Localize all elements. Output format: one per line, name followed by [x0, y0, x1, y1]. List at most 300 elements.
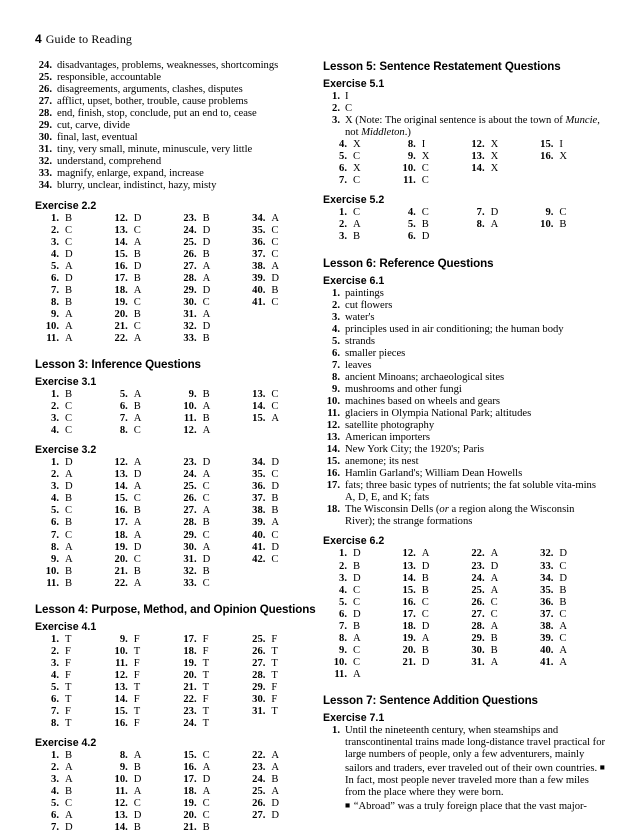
- answer-grid-column: [245, 457, 318, 590]
- item-number: 9.: [332, 383, 340, 395]
- answer-number: 41.: [540, 656, 554, 668]
- answer-row: [396, 573, 465, 585]
- answer-value: B: [133, 248, 141, 260]
- answer-number: 12.: [114, 457, 128, 469]
- answer-value: F: [65, 669, 71, 681]
- answer-number: 7.: [51, 284, 59, 296]
- answer-number: 1.: [339, 207, 347, 219]
- answer-value: A: [490, 572, 499, 584]
- passage-part-2: In fact, most people never traveled more than a few miles from the place where they were born.: [345, 775, 589, 799]
- answer-number: 40.: [252, 284, 266, 296]
- answer-value: C: [271, 224, 279, 236]
- answer-value: C: [421, 608, 429, 620]
- answer-row: [533, 151, 606, 163]
- answer-value: X: [490, 163, 499, 175]
- answer-grid-column: [396, 207, 465, 243]
- answer-row: [327, 585, 396, 597]
- item-text: satellite photography: [345, 420, 435, 432]
- answer-row: [177, 798, 246, 810]
- answer-value: C: [133, 425, 141, 437]
- answer-grid-column: [108, 634, 177, 730]
- list-item: [323, 336, 606, 348]
- answer-number: 1.: [51, 750, 59, 762]
- answer-grid-column: [396, 139, 465, 187]
- note-italic-alt: Middleton: [361, 127, 405, 139]
- answer-value: A: [490, 584, 499, 596]
- answer-number: 26.: [183, 248, 197, 260]
- answer-number: 38.: [540, 620, 554, 632]
- answer-value: B: [65, 212, 73, 224]
- answer-number: 14.: [402, 572, 416, 584]
- list-item: [35, 96, 318, 108]
- lesson-heading-3: Lesson 3: Inference Questions: [35, 358, 201, 372]
- answer-value: A: [490, 548, 499, 560]
- answer-value: B: [353, 231, 361, 243]
- answer-number: 25.: [252, 633, 266, 645]
- answer-number: 8.: [51, 718, 59, 730]
- answer-number: 22.: [114, 332, 128, 344]
- answer-row: [108, 694, 177, 706]
- answer-number: 8.: [407, 139, 416, 151]
- answer-row: [245, 670, 318, 682]
- answer-row: [533, 597, 606, 609]
- item-number: 8.: [332, 371, 340, 383]
- answer-number: 31.: [252, 706, 266, 718]
- answer-value: C: [202, 577, 210, 589]
- answer-number: 14.: [252, 401, 266, 413]
- answer-row: [465, 609, 534, 621]
- list-item: [323, 348, 606, 360]
- list-item: [35, 84, 318, 96]
- answer-value: C: [353, 644, 361, 656]
- answer-value: C: [353, 596, 361, 608]
- answer-row: [396, 597, 465, 609]
- answer-number: 21.: [183, 681, 197, 693]
- answer-grid-column: [39, 634, 108, 730]
- lesson-heading-6: Lesson 6: Reference Questions: [323, 256, 494, 270]
- item-text: principles used in air conditioning; the human body: [345, 323, 564, 335]
- answer-row: [177, 810, 246, 822]
- answer-number: 4.: [51, 248, 59, 260]
- answer-row: [177, 554, 246, 566]
- answer-grid-column: [465, 139, 534, 187]
- answer-number: 14.: [114, 822, 128, 834]
- item-text: anemone; its nest: [345, 456, 419, 468]
- answer-row: [327, 597, 396, 609]
- list-item: [323, 360, 606, 372]
- answer-row: [533, 633, 606, 645]
- answer-number: 18.: [114, 529, 128, 541]
- item-number: 13.: [326, 432, 340, 444]
- answer-row: [245, 682, 318, 694]
- exercise-5-1-stacked-items: [323, 91, 606, 139]
- item-number: 18.: [326, 504, 340, 516]
- lesson-heading-7: Lesson 7: Sentence Addition Questions: [323, 693, 538, 707]
- answer-row: [177, 517, 246, 529]
- answer-number: 1.: [51, 389, 59, 401]
- answer-value: C: [353, 584, 361, 596]
- answer-value: A: [421, 632, 430, 644]
- answer-number: 25.: [183, 236, 197, 248]
- answer-row: [245, 225, 318, 237]
- item-number: 25.: [38, 72, 52, 84]
- answer-row: [39, 297, 108, 309]
- answer-grid-4-1: [35, 634, 318, 730]
- answer-grid-column: [177, 750, 246, 834]
- answer-value: F: [65, 645, 71, 657]
- answer-row: [108, 554, 177, 566]
- answer-row: [177, 493, 246, 505]
- answer-value: B: [559, 219, 567, 231]
- answer-number: 8.: [51, 541, 59, 553]
- answer-value: B: [133, 308, 141, 320]
- answer-row: [327, 163, 396, 175]
- answer-value: I: [559, 139, 563, 151]
- list-item: [323, 384, 606, 396]
- answer-number: 41.: [252, 296, 266, 308]
- answer-number: 31.: [183, 553, 197, 565]
- answer-grid-column: [39, 750, 108, 834]
- answer-row: [39, 646, 108, 658]
- exercise-label-2-2: Exercise 2.2: [35, 199, 97, 212]
- answer-number: 7.: [51, 529, 59, 541]
- answer-row: [245, 646, 318, 658]
- answer-row: [245, 542, 318, 554]
- answer-number: 4.: [407, 207, 416, 219]
- answer-number: 26.: [183, 493, 197, 505]
- answer-value: C: [490, 596, 498, 608]
- answer-row: [108, 517, 177, 529]
- answer-row: [108, 750, 177, 762]
- answer-number: 10.: [45, 565, 59, 577]
- answer-value: B: [65, 517, 73, 529]
- answer-value: A: [559, 620, 568, 632]
- answer-number: 23.: [183, 457, 197, 469]
- answer-grid-6-2: [323, 548, 606, 681]
- answer-value: B: [271, 505, 279, 517]
- answer-value: B: [353, 560, 361, 572]
- answer-number: 41.: [252, 541, 266, 553]
- answer-row: [108, 658, 177, 670]
- answer-number: 9.: [407, 151, 416, 163]
- answer-number: 4.: [339, 584, 347, 596]
- answer-number: 30.: [183, 541, 197, 553]
- note-prefix: X (Note: The original sentence is about the town of: [345, 115, 566, 127]
- answer-value: F: [65, 706, 71, 718]
- answer-number: 36.: [252, 481, 266, 493]
- answer-value: C: [559, 560, 567, 572]
- answer-number: 2.: [339, 219, 347, 231]
- answer-number: 23.: [252, 762, 266, 774]
- exercise-label-6-2: Exercise 6.2: [323, 535, 385, 548]
- answer-number: 11.: [403, 175, 416, 187]
- answer-number: 9.: [119, 762, 128, 774]
- answer-row: [108, 333, 177, 345]
- item-italic-or: or: [439, 504, 449, 516]
- right-column: [323, 60, 606, 834]
- item-text: C: [345, 103, 353, 115]
- answer-grid-3-1: [35, 389, 318, 437]
- answer-row: [177, 578, 246, 590]
- answer-value: B: [202, 565, 210, 577]
- answer-value: A: [202, 541, 211, 553]
- answer-row: [39, 517, 108, 529]
- answer-grid-column: [108, 457, 177, 590]
- answer-number: 33.: [183, 332, 197, 344]
- answer-row: [533, 548, 606, 560]
- answer-number: 27.: [471, 608, 485, 620]
- answer-row: [108, 481, 177, 493]
- answer-value: B: [271, 493, 279, 505]
- answer-number: 22.: [183, 693, 197, 705]
- answer-row: [327, 621, 396, 633]
- item-number: 15.: [326, 456, 340, 468]
- answer-row: [465, 561, 534, 573]
- answer-number: 15.: [402, 584, 416, 596]
- answer-row: [39, 786, 108, 798]
- list-item: [323, 432, 606, 444]
- answer-row: [245, 706, 318, 718]
- answer-value: X: [490, 139, 499, 151]
- answer-number: 13.: [252, 389, 266, 401]
- item-number: 17.: [326, 480, 340, 492]
- answer-row: [465, 219, 534, 231]
- answer-value: T: [133, 645, 141, 657]
- list-item: [323, 468, 606, 480]
- answer-value: A: [65, 541, 73, 553]
- answer-value: A: [202, 272, 211, 284]
- answer-row: [465, 645, 534, 657]
- answer-value: C: [65, 505, 73, 517]
- answer-value: C: [202, 810, 210, 822]
- answer-row: [39, 425, 108, 437]
- answer-value: D: [271, 457, 280, 469]
- answer-number: 34.: [252, 212, 266, 224]
- answer-number: 19.: [114, 296, 128, 308]
- answer-number: 6.: [339, 608, 347, 620]
- answer-row: [108, 810, 177, 822]
- answer-number: 1.: [51, 212, 59, 224]
- answer-value: B: [133, 762, 141, 774]
- answer-row: [327, 139, 396, 151]
- answer-number: 17.: [183, 774, 197, 786]
- list-item: [323, 324, 606, 336]
- answer-value: A: [133, 529, 142, 541]
- answer-number: 5.: [51, 798, 59, 810]
- answer-number: 28.: [471, 620, 485, 632]
- answer-number: 12.: [402, 548, 416, 560]
- answer-number: 11.: [115, 657, 128, 669]
- list-item: [35, 120, 318, 132]
- exercise-label-4-2: Exercise 4.2: [35, 737, 97, 750]
- answer-value: A: [202, 469, 211, 481]
- item-number: 5.: [332, 335, 340, 347]
- answer-value: D: [490, 560, 499, 572]
- answer-number: 6.: [51, 810, 59, 822]
- answer-number: 22.: [252, 750, 266, 762]
- answer-number: 15.: [114, 248, 128, 260]
- item-number: 10.: [326, 395, 340, 407]
- item-number: 3.: [332, 311, 340, 323]
- answer-value: B: [202, 517, 210, 529]
- lesson-heading-4: Lesson 4: Purpose, Method, and Opinion Questions: [35, 602, 316, 616]
- item-number: 26.: [38, 84, 52, 96]
- answer-grid-column: [108, 213, 177, 346]
- answer-number: 17.: [183, 633, 197, 645]
- answer-value: A: [202, 260, 211, 272]
- answer-number: 7.: [51, 822, 59, 834]
- answer-number: 8.: [476, 219, 485, 231]
- answer-number: 3.: [51, 774, 59, 786]
- answer-number: 10.: [540, 219, 554, 231]
- answer-row: [465, 585, 534, 597]
- answer-number: 2.: [339, 560, 347, 572]
- answer-number: 38.: [252, 505, 266, 517]
- answer-value: C: [271, 529, 279, 541]
- answer-number: 6.: [51, 272, 59, 284]
- answer-row: [245, 237, 318, 249]
- item-number: 7.: [332, 359, 340, 371]
- answer-value: B: [133, 401, 141, 413]
- answer-number: 27.: [183, 505, 197, 517]
- answer-number: 8.: [119, 425, 128, 437]
- answer-row: [327, 573, 396, 585]
- answer-value: B: [202, 413, 210, 425]
- answer-value: C: [353, 175, 361, 187]
- answer-number: 12.: [114, 212, 128, 224]
- answer-row: [245, 786, 318, 798]
- answer-value: C: [65, 798, 73, 810]
- item-suffix: a region along the Wisconsin River); the strange formations: [345, 504, 575, 528]
- answer-number: 34.: [540, 572, 554, 584]
- answer-number: 3.: [51, 236, 59, 248]
- answer-value: D: [559, 548, 568, 560]
- answer-row: [39, 578, 108, 590]
- answer-number: 40.: [540, 644, 554, 656]
- answer-value: A: [65, 469, 73, 481]
- answer-number: 4.: [51, 786, 59, 798]
- answer-number: 16.: [183, 762, 197, 774]
- answer-row: [177, 566, 246, 578]
- answer-number: 17.: [402, 608, 416, 620]
- list-item: [323, 396, 606, 408]
- answer-number: 19.: [402, 632, 416, 644]
- answer-grid-column: [533, 139, 606, 187]
- answer-number: 7.: [476, 207, 485, 219]
- answer-grid-4-2: [35, 750, 318, 834]
- answer-value: D: [202, 457, 211, 469]
- lesson-heading-5: Lesson 5: Sentence Restatement Questions: [323, 60, 561, 73]
- answer-number: 18.: [114, 284, 128, 296]
- answer-number: 23.: [183, 706, 197, 718]
- answer-number: 15.: [540, 139, 554, 151]
- answer-value: D: [133, 260, 142, 272]
- answer-number: 12.: [114, 798, 128, 810]
- answer-row: [39, 309, 108, 321]
- answer-value: A: [133, 389, 142, 401]
- answer-row: [245, 774, 318, 786]
- answer-value: T: [202, 657, 210, 669]
- answer-value: B: [271, 284, 279, 296]
- item-text: paintings: [345, 287, 384, 299]
- answer-row: [327, 609, 396, 621]
- answer-row: [245, 762, 318, 774]
- answer-number: 5.: [119, 389, 128, 401]
- answer-row: [533, 561, 606, 573]
- answer-value: F: [202, 645, 209, 657]
- list-item: [323, 456, 606, 468]
- answer-number: 24.: [183, 469, 197, 481]
- answer-grid-3-2: [35, 457, 318, 590]
- answer-row: [108, 237, 177, 249]
- answer-number: 36.: [252, 236, 266, 248]
- answer-number: 8.: [339, 632, 347, 644]
- item-text: fats; three basic types of nutrients; the fat soluble vita-mins A, D, E, and K; fats: [345, 480, 596, 504]
- answer-value: T: [202, 681, 210, 693]
- answer-row: [533, 219, 606, 231]
- answer-number: 24.: [183, 718, 197, 730]
- answer-value: B: [65, 389, 73, 401]
- answer-value: D: [271, 810, 280, 822]
- answer-number: 5.: [51, 505, 59, 517]
- answer-row: [39, 682, 108, 694]
- answer-row: [465, 163, 534, 175]
- answer-row: [39, 750, 108, 762]
- passage-item: [323, 725, 606, 813]
- answer-row: [39, 670, 108, 682]
- insertion-square-icon[interactable]: ■: [599, 762, 606, 773]
- answer-number: 21.: [114, 565, 128, 577]
- item-text: magnify, enlarge, expand, increase: [57, 168, 204, 180]
- answer-number: 3.: [339, 572, 347, 584]
- answer-value: D: [421, 620, 430, 632]
- answer-value: C: [202, 296, 210, 308]
- answer-number: 16.: [402, 596, 416, 608]
- answer-number: 30.: [252, 693, 266, 705]
- answer-value: F: [271, 681, 278, 693]
- answer-row: [177, 822, 246, 834]
- item-number: 1.: [332, 91, 340, 102]
- answer-value: A: [202, 308, 211, 320]
- item-text: understand, comprehend: [57, 156, 162, 168]
- answer-grid-column: [533, 207, 606, 243]
- item-number: 33.: [38, 168, 52, 180]
- item-text: blurry, unclear, indistinct, hazy, misty: [57, 180, 217, 192]
- answer-number: 2.: [51, 224, 59, 236]
- answer-row: [533, 585, 606, 597]
- answer-value: D: [271, 272, 280, 284]
- answer-row: [396, 621, 465, 633]
- answer-row: [39, 774, 108, 786]
- answer-row: [108, 762, 177, 774]
- item-text: New York City; the 1920's; Paris: [345, 444, 485, 456]
- answer-row: [108, 225, 177, 237]
- answer-row: [108, 493, 177, 505]
- answer-value: D: [271, 481, 280, 493]
- answer-number: 27.: [183, 260, 197, 272]
- answer-number: 9.: [339, 644, 347, 656]
- answer-number: 26.: [252, 798, 266, 810]
- answer-row: [245, 401, 318, 413]
- insertion-square-icon[interactable]: ■: [345, 800, 352, 811]
- page-number: 4: [35, 32, 42, 46]
- answer-grid-column: [177, 213, 246, 346]
- answer-row: [39, 566, 108, 578]
- answer-row: [245, 273, 318, 285]
- list-item-with-note: [323, 115, 606, 139]
- answer-value: A: [271, 413, 280, 425]
- answer-row: [245, 285, 318, 297]
